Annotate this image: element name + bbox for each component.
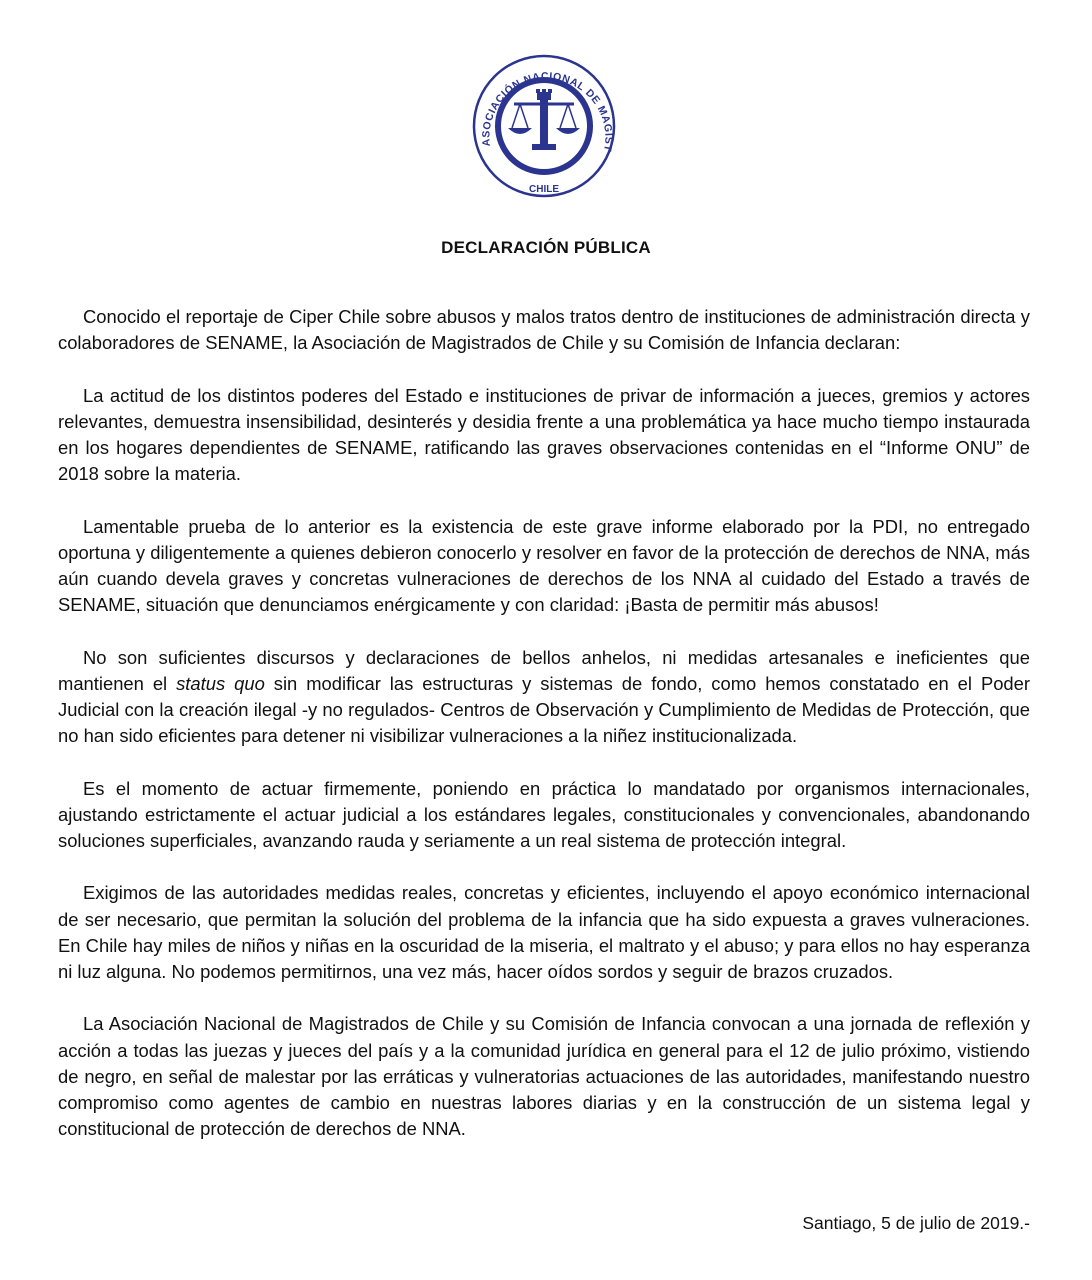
paragraph-4-end: sin modificar las estructuras y sistemas de fondo, como hemos constatado en el Poder Judicial con la creación ilegal -y no regulados- Centros de Observación y Cumplimiento de Medidas de Protección, que no han sido eficientes para detener ni visibilizar vulneraciones a la niñez institucionalizada. <box>58 672 1031 747</box>
declaration-body <box>58 304 1030 1169</box>
paragraph-4-start: No son suficientes discursos y declaraciones de bellos anhelos, ni medidas artesanales e ineficientes que mantienen el <box>58 646 1030 694</box>
association-logo <box>464 46 624 206</box>
paragraph-4 <box>58 645 1030 750</box>
paragraph-3: Lamentable prueba de lo anterior es la existencia de este grave informe elaborado por la PDI, no entregado oportuna y diligentemente a quienes debieron conocerlo y resolver en favor de la protección de derechos de NNA, más aún cuando devela graves y concretas vulneraciones de derechos de los NNA al cuidado del Estado a través de SENAME, situación que denunciamos enérgicamente y con claridad: ¡Basta de permitir más abusos! <box>58 515 1030 616</box>
paragraph-1: Conocido el reportaje de Ciper Chile sobre abusos y malos tratos dentro de instituciones de administración directa y colaboradores de SENAME, la Asociación de Magistrados de Chile y su Comisión de Infancia declaran: <box>58 306 1030 354</box>
logo-country-text: CHILE <box>529 184 559 195</box>
paragraph-4-italic: status quo <box>176 672 265 694</box>
paragraph-6: Exigimos de las autoridades medidas reales, concretas y eficientes, incluyendo el apoyo económico internacional de ser necesario, que permitan la solución del problema de la infancia que ha sido expuesta a graves vulneraciones. En Chile hay miles de niños y niñas en la oscuridad de la miseria, el maltrato y el abuso; y para ellos no hay esperanza ni luz alguna. No podemos permitirnos, una vez más, hacer oídos sordos y seguir de brazos cruzados. <box>58 882 1030 982</box>
paragraph-2: La actitud de los distintos poderes del Estado e instituciones de privar de información a jueces, gremios y actores relevantes, demuestra insensibilidad, desinterés y desidia frente a una problemática ya hace mucho tiempo instaurada en los hogares dependientes de SENAME, ratificando las graves observaciones contenidas en el “Informe ONU” de 2018 sobre la materia. <box>58 384 1030 485</box>
paragraph-5: Es el momento de actuar firmemente, poniendo en práctica lo mandatado por organismos internacionales, ajustando estrictamente el actuar judicial a los estándares legales, constitucionales y convencionales, abandonando soluciones superficiales, avanzando rauda y seriamente a un real sistema de protección integral. <box>58 777 1030 851</box>
scales-of-justice-seal-icon <box>464 46 624 206</box>
paragraph-7: La Asociación Nacional de Magistrados de Chile y su Comisión de Infancia convocan a una jornada de reflexión y acción a todas las juezas y jueces del país y a la comunidad jurídica en general para el 12 de julio próximo, vistiendo de negro, en señal de malestar por las erráticas y vulneratorias actuaciones de las autoridades, manifestando nuestro compromiso como agentes de cambio en nuestras labores diarias y en la construcción de un sistema legal y constitucional de protección de derechos de NNA. <box>58 1013 1030 1140</box>
logo-ring-text: ASOCIACIÓN NACIONAL DE MAGIST <box>480 70 615 153</box>
signature-date: Santiago, 5 de julio de 2019.- <box>802 1213 1030 1233</box>
document-title: DECLARACIÓN PÚBLICA <box>441 238 651 257</box>
